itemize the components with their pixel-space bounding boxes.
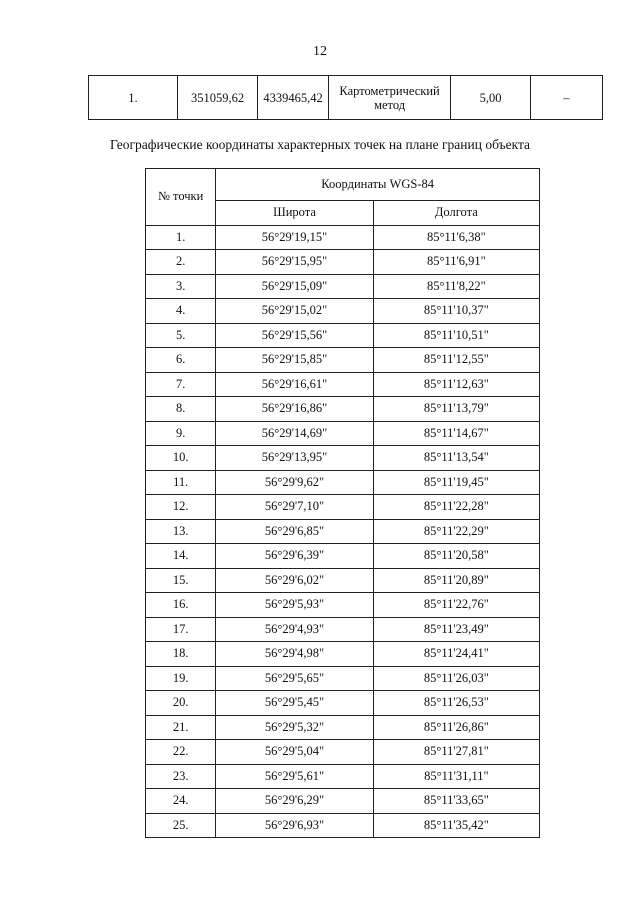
point-number-cell: 10. [146,446,216,471]
longitude-cell: 85°11'14,67" [373,421,539,446]
table-row [146,495,540,520]
table-row [146,323,540,348]
latitude-cell: 56°29'9,62" [216,470,373,495]
point-number-cell: 15. [146,568,216,593]
latitude-cell: 56°29'16,86" [216,397,373,422]
point-number-cell: 8. [146,397,216,422]
coordinates-body [146,225,540,838]
latitude-cell: 56°29'6,39" [216,544,373,569]
longitude-cell: 85°11'33,65" [373,789,539,814]
longitude-cell: 85°11'27,81" [373,740,539,765]
point-number-cell: 11. [146,470,216,495]
table-row [146,470,540,495]
latitude-cell: 56°29'15,95" [216,250,373,275]
table-row [146,568,540,593]
longitude-cell: 85°11'20,58" [373,544,539,569]
latitude-cell: 56°29'15,02" [216,299,373,324]
longitude-cell: 85°11'13,54" [373,446,539,471]
latitude-cell: 56°29'5,93" [216,593,373,618]
point-number-cell: 24. [146,789,216,814]
accuracy-cell: 5,00 [451,76,530,120]
longitude-cell: 85°11'22,76" [373,593,539,618]
point-number-cell: 20. [146,691,216,716]
point-number-cell: 12. [146,495,216,520]
table-row [146,544,540,569]
table-row [89,76,603,120]
point-number-cell: 16. [146,593,216,618]
latitude-cell: 56°29'5,61" [216,764,373,789]
point-number-cell: 5. [146,323,216,348]
table-row [146,372,540,397]
section-title: Географические координаты характерных точек на плане границ объекта [109,137,531,152]
point-number-cell: 4. [146,299,216,324]
point-number-cell: 3. [146,274,216,299]
longitude-header: Долгота [373,201,539,226]
table-row [146,225,540,250]
longitude-cell: 85°11'22,29" [373,519,539,544]
latitude-cell: 56°29'14,69" [216,421,373,446]
longitude-cell: 85°11'10,51" [373,323,539,348]
latitude-cell: 56°29'5,65" [216,666,373,691]
longitude-cell: 85°11'35,42" [373,813,539,838]
latitude-cell: 56°29'19,15" [216,225,373,250]
table-row [146,274,540,299]
table-row [146,348,540,373]
point-number-cell: 1. [146,225,216,250]
longitude-cell: 85°11'23,49" [373,617,539,642]
point-number-cell: 23. [146,764,216,789]
point-number-cell: 6. [146,348,216,373]
x-coordinate-cell: 351059,62 [177,76,257,120]
point-number-cell: 2. [146,250,216,275]
point-number-header: № точки [146,169,216,226]
point-number-cell: 13. [146,519,216,544]
point-number-cell: 14. [146,544,216,569]
latitude-cell: 56°29'5,32" [216,715,373,740]
coordinates-table [145,168,540,838]
table-row [146,617,540,642]
longitude-cell: 85°11'20,89" [373,568,539,593]
latitude-cell: 56°29'15,09" [216,274,373,299]
page-number: 12 [313,44,327,59]
longitude-cell: 85°11'6,91" [373,250,539,275]
table-row [146,764,540,789]
point-number-cell: 17. [146,617,216,642]
latitude-cell: 56°29'6,85" [216,519,373,544]
point-number-cell: 7. [146,372,216,397]
point-number-cell: 21. [146,715,216,740]
longitude-cell: 85°11'6,38" [373,225,539,250]
point-number-cell: 18. [146,642,216,667]
latitude-cell: 56°29'7,10" [216,495,373,520]
latitude-cell: 56°29'6,02" [216,568,373,593]
table-row [146,691,540,716]
latitude-cell: 56°29'6,93" [216,813,373,838]
y-coordinate-cell: 4339465,42 [258,76,329,120]
table-row [146,813,540,838]
longitude-cell: 85°11'31,11" [373,764,539,789]
longitude-cell: 85°11'12,63" [373,372,539,397]
table-row [146,593,540,618]
table-row [146,715,540,740]
table-row [146,397,540,422]
latitude-cell: 56°29'13,95" [216,446,373,471]
table-row [146,666,540,691]
latitude-cell: 56°29'5,04" [216,740,373,765]
table-row [146,789,540,814]
table-row [146,740,540,765]
point-number-cell: 22. [146,740,216,765]
longitude-cell: 85°11'24,41" [373,642,539,667]
latitude-cell: 56°29'15,85" [216,348,373,373]
longitude-cell: 85°11'22,28" [373,495,539,520]
method-cell: Картометрический метод [328,76,450,120]
latitude-cell: 56°29'4,98" [216,642,373,667]
latitude-cell: 56°29'4,93" [216,617,373,642]
longitude-cell: 85°11'26,03" [373,666,539,691]
longitude-cell: 85°11'26,86" [373,715,539,740]
table-row [146,446,540,471]
table-header-row [146,169,540,201]
longitude-cell: 85°11'13,79" [373,397,539,422]
point-number-cell: 25. [146,813,216,838]
latitude-cell: 56°29'6,29" [216,789,373,814]
longitude-cell: 85°11'12,55" [373,348,539,373]
latitude-cell: 56°29'15,56" [216,323,373,348]
point-number-cell: 1. [89,76,178,120]
extra-cell: – [530,76,602,120]
table-row [146,299,540,324]
point-number-cell: 9. [146,421,216,446]
continuation-table [88,75,603,120]
table-row [146,519,540,544]
latitude-cell: 56°29'5,45" [216,691,373,716]
table-row [146,642,540,667]
longitude-cell: 85°11'10,37" [373,299,539,324]
latitude-cell: 56°29'16,61" [216,372,373,397]
table-row [146,250,540,275]
longitude-cell: 85°11'8,22" [373,274,539,299]
point-number-cell: 19. [146,666,216,691]
longitude-cell: 85°11'19,45" [373,470,539,495]
table-row [146,421,540,446]
longitude-cell: 85°11'26,53" [373,691,539,716]
coordinates-header: Координаты WGS-84 [216,169,540,201]
latitude-header: Широта [216,201,373,226]
